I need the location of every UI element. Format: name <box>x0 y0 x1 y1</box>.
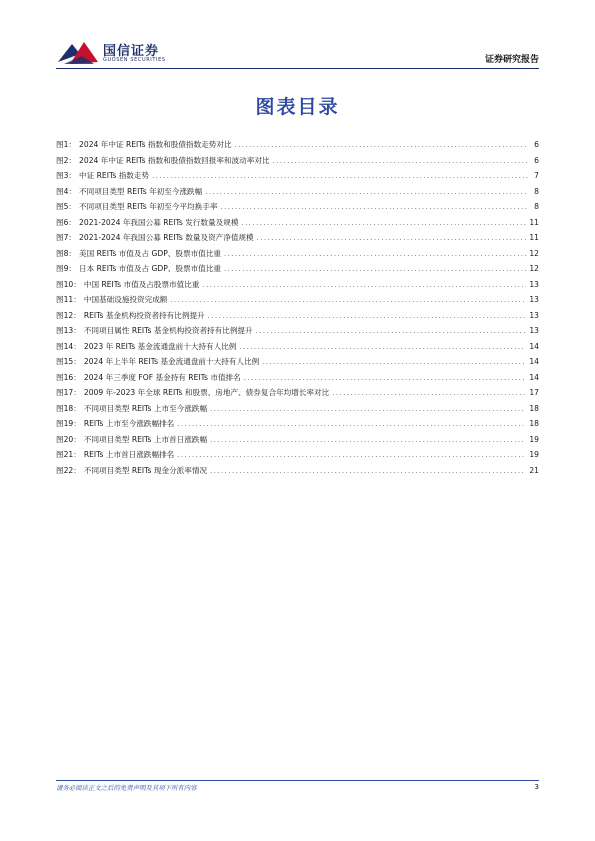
toc-page-number: 11 <box>529 233 539 242</box>
toc-page-number: 13 <box>529 310 539 320</box>
toc-leader-dots <box>257 231 527 247</box>
toc-leader-dots <box>210 433 526 449</box>
toc-figure-title: 2024 年中证 REITs 指数和股债指数走势对比 <box>79 140 232 149</box>
toc-leader-dots <box>262 355 526 371</box>
toc-figure-title: 2024 年三季度 FOF 基金持有 REITs 市值排名 <box>83 372 241 382</box>
toc-entry[interactable] <box>56 292 539 308</box>
toc-figure-number: 图4： <box>56 186 77 196</box>
toc-figure-number: 图5： <box>56 202 77 211</box>
company-name-en: GUOSEN SECURITIES <box>103 57 166 63</box>
toc-leader-dots <box>332 386 526 402</box>
toc-entry[interactable] <box>56 416 539 432</box>
page-header <box>56 38 539 68</box>
toc-page-number: 6 <box>534 140 539 149</box>
toc-entry[interactable] <box>56 339 539 355</box>
toc-leader-dots <box>235 138 528 154</box>
report-type-label: 证券研究报告 <box>484 55 539 65</box>
toc-entry[interactable] <box>56 277 539 293</box>
toc-page-number: 18 <box>529 419 539 428</box>
toc-figure-title: 2021-2024 年我国公募 REITs 发行数量及规模 <box>79 217 239 227</box>
toc-page-number: 13 <box>529 279 539 289</box>
toc-figure-number: 图14： <box>56 341 81 351</box>
toc-page-number: 8 <box>534 186 539 196</box>
toc-entry[interactable] <box>56 401 539 417</box>
toc-page-number: 8 <box>534 202 539 211</box>
toc-entry[interactable] <box>56 199 539 215</box>
toc-figure-number: 图22： <box>56 465 81 475</box>
header-divider <box>56 68 539 69</box>
toc-entry[interactable] <box>56 246 539 262</box>
toc-figure-title: 中国 REITs 市值及占股票市值比重 <box>83 279 200 289</box>
toc-figure-title: 不同项目类型 REITs 上市首日涨跌幅 <box>83 434 208 444</box>
footer-divider <box>56 780 539 781</box>
toc-figure-number: 图9： <box>56 264 77 273</box>
toc-entry[interactable] <box>56 354 539 370</box>
toc-entry[interactable] <box>56 447 539 463</box>
toc-entry[interactable] <box>56 261 539 277</box>
toc-figure-title: 2021-2024 年我国公募 REITs 数量及资产净值规模 <box>79 233 254 242</box>
toc-figure-title: 日本 REITs 市值及占 GDP、股票市值比重 <box>79 264 221 273</box>
toc-leader-dots <box>239 340 526 356</box>
toc-figure-number: 图18： <box>56 403 81 413</box>
toc-page-number: 19 <box>529 450 539 459</box>
toc-entry[interactable] <box>56 323 539 339</box>
toc-leader-dots <box>208 309 527 325</box>
page-number: 3 <box>534 783 539 791</box>
toc-page-number: 17 <box>529 388 539 397</box>
toc-entry[interactable] <box>56 184 539 200</box>
toc-page-number: 14 <box>529 357 539 366</box>
toc-entry[interactable] <box>56 153 539 169</box>
figure-list <box>56 137 539 478</box>
toc-figure-number: 图10： <box>56 279 81 289</box>
toc-figure-number: 图12： <box>56 310 81 320</box>
toc-entry[interactable] <box>56 230 539 246</box>
toc-figure-number: 图13： <box>56 326 81 335</box>
toc-figure-title: REITs 基金机构投资者持有比例提升 <box>83 310 205 320</box>
toc-figure-title: 2024 年上半年 REITs 基金流通盘前十大持有人比例 <box>83 357 260 366</box>
toc-leader-dots <box>224 247 526 263</box>
toc-figure-number: 图15： <box>56 357 81 366</box>
toc-figure-number: 图16： <box>56 372 81 382</box>
toc-figure-number: 图20： <box>56 434 81 444</box>
toc-leader-dots <box>205 185 528 201</box>
toc-page-number: 21 <box>529 465 539 475</box>
toc-entry[interactable] <box>56 137 539 153</box>
toc-figure-number: 图19： <box>56 419 81 428</box>
toc-figure-title: 不同项目属性 REITs 基金机构投资者持有比例提升 <box>83 326 253 335</box>
toc-figure-title: 中证 REITs 指数走势 <box>79 171 150 180</box>
toc-figure-number: 图1： <box>56 140 77 149</box>
toc-leader-dots <box>244 371 527 387</box>
toc-page-number: 19 <box>529 434 539 444</box>
toc-entry[interactable] <box>56 215 539 231</box>
toc-page-number: 7 <box>534 171 539 180</box>
toc-figure-number: 图21： <box>56 450 81 459</box>
toc-figure-title: 不同项目类型 REITs 年初至今涨跌幅 <box>79 186 203 196</box>
toc-figure-title: 美国 REITs 市值及占 GDP、股票市值比重 <box>79 248 221 258</box>
toc-leader-dots <box>177 448 526 464</box>
toc-page-number: 11 <box>529 217 539 227</box>
toc-figure-title: 2023 年 REITs 基金流通盘前十大持有人比例 <box>83 341 237 351</box>
toc-leader-dots <box>241 216 526 232</box>
toc-page-number: 6 <box>534 155 539 165</box>
footer-disclaimer: 请务必阅读正文之后的免责声明及其项下所有内容 <box>56 784 197 792</box>
toc-leader-dots <box>202 278 526 294</box>
toc-figure-title: REITs 上市首日涨跌幅排名 <box>83 450 175 459</box>
toc-figure-title: REITs 上市至今涨跌幅排名 <box>83 419 175 428</box>
toc-page-number: 14 <box>529 341 539 351</box>
toc-page-number: 12 <box>529 264 539 273</box>
toc-leader-dots <box>220 200 528 216</box>
toc-leader-dots <box>177 417 526 433</box>
toc-leader-dots <box>170 293 526 309</box>
toc-page-number: 18 <box>529 403 539 413</box>
page-title: 图表目录 <box>255 96 340 118</box>
toc-figure-title: 不同项目类型 REITs 年初至今平均换手率 <box>79 202 218 211</box>
toc-figure-number: 图11： <box>56 295 81 304</box>
toc-entry[interactable] <box>56 308 539 324</box>
toc-figure-title: 不同项目类型 REITs 现金分派率情况 <box>83 465 208 475</box>
toc-figure-title: 中国基础设施投资完成额 <box>83 295 168 304</box>
toc-figure-number: 图7： <box>56 233 77 242</box>
toc-figure-title: 2024 年中证 REITs 指数和股债指数回报率和波动率对比 <box>79 155 270 165</box>
guosen-logo-icon <box>56 40 100 66</box>
toc-entry[interactable] <box>56 385 539 401</box>
toc-figure-title: 2009 年-2023 年全球 REITs 和股票、房地产、债券复合年均增长率对比 <box>83 388 330 397</box>
toc-figure-title: 不同项目类型 REITs 上市至今涨跌幅 <box>83 403 208 413</box>
company-logo <box>56 38 216 68</box>
toc-entry[interactable] <box>56 463 539 479</box>
toc-figure-number: 图6： <box>56 217 77 227</box>
toc-page-number: 14 <box>529 372 539 382</box>
toc-figure-number: 图3： <box>56 171 77 180</box>
toc-figure-number: 图2： <box>56 155 77 165</box>
toc-page-number: 12 <box>529 248 539 258</box>
toc-page-number: 13 <box>529 326 539 335</box>
toc-entry[interactable] <box>56 432 539 448</box>
toc-leader-dots <box>152 169 528 185</box>
toc-entry[interactable] <box>56 370 539 386</box>
company-name-cn: 国信证券 <box>103 44 160 59</box>
toc-figure-number: 图17： <box>56 388 81 397</box>
toc-page-number: 13 <box>529 295 539 304</box>
toc-figure-number: 图8： <box>56 248 77 258</box>
toc-leader-dots <box>224 262 526 278</box>
toc-leader-dots <box>273 154 528 170</box>
toc-leader-dots <box>210 464 526 480</box>
toc-leader-dots <box>210 402 526 418</box>
toc-entry[interactable] <box>56 168 539 184</box>
toc-leader-dots <box>256 324 527 340</box>
